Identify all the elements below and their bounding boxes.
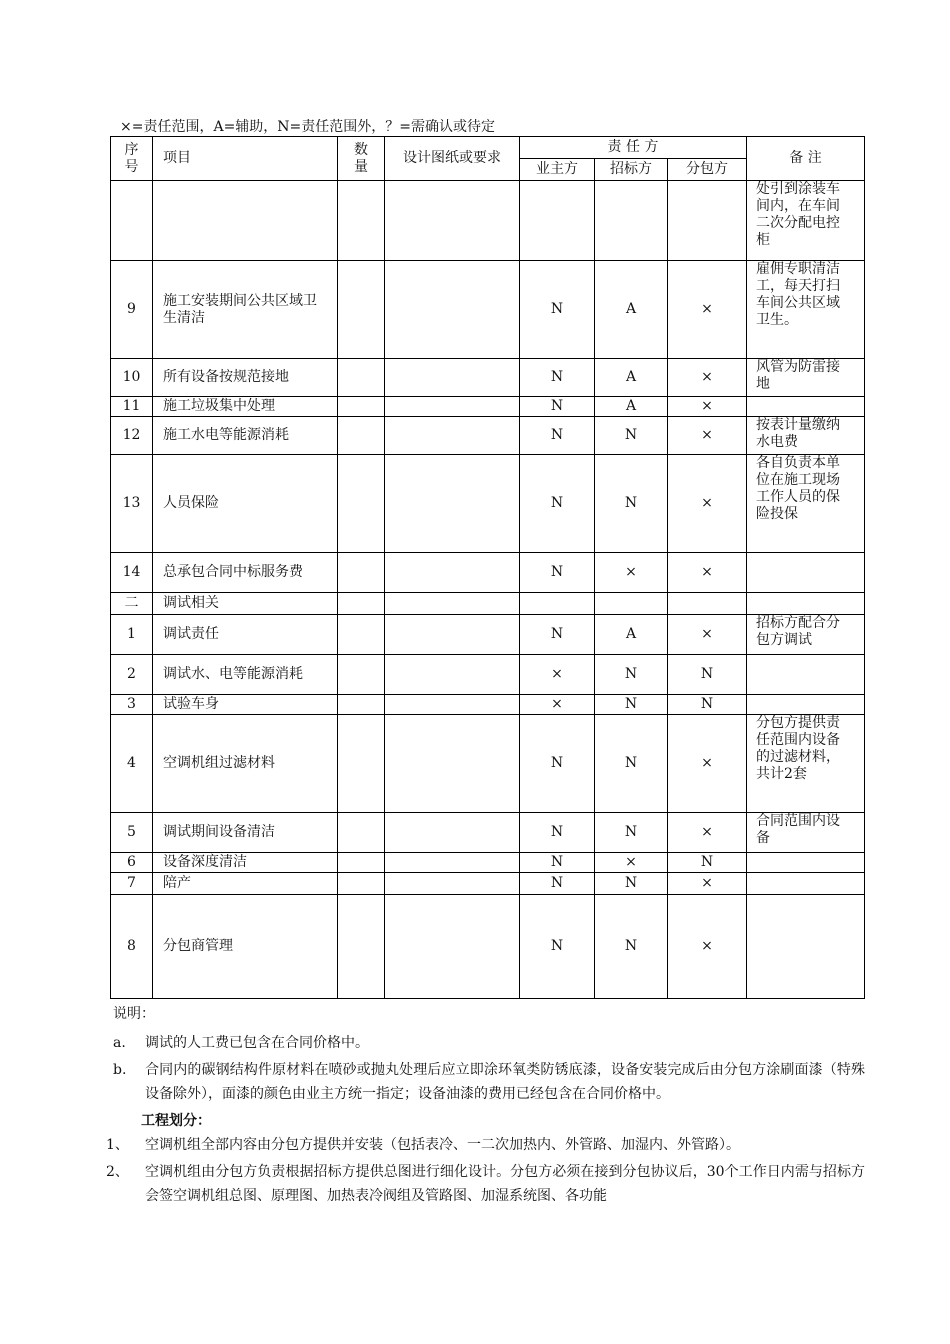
row-owner: N bbox=[520, 813, 595, 853]
table-row bbox=[111, 813, 865, 853]
table-row bbox=[111, 873, 865, 895]
row-subcontractor: × bbox=[668, 261, 747, 359]
row-number: 2 bbox=[111, 655, 153, 695]
row-qty bbox=[338, 655, 385, 695]
row-owner: N bbox=[520, 853, 595, 873]
row-number: 13 bbox=[111, 455, 153, 553]
row-bidder bbox=[595, 181, 668, 261]
row-qty bbox=[338, 417, 385, 455]
row-bidder: N bbox=[595, 695, 668, 715]
table-row bbox=[111, 417, 865, 455]
row-subcontractor: N bbox=[668, 655, 747, 695]
row-design bbox=[385, 359, 520, 397]
table-row bbox=[111, 853, 865, 873]
header-remark: 备 注 bbox=[747, 137, 865, 181]
row-subcontractor: × bbox=[668, 715, 747, 813]
row-owner: N bbox=[520, 895, 595, 999]
row-design bbox=[385, 455, 520, 553]
row-design bbox=[385, 181, 520, 261]
row-number: 5 bbox=[111, 813, 153, 853]
row-number: 14 bbox=[111, 553, 153, 593]
row-remark: 处引到涂装车间内，在车间二次分配电控柜 bbox=[747, 181, 865, 261]
row-owner bbox=[520, 593, 595, 615]
row-remark bbox=[747, 553, 865, 593]
row-remark bbox=[747, 655, 865, 695]
row-qty bbox=[338, 715, 385, 813]
row-bidder: N bbox=[595, 873, 668, 895]
table-row bbox=[111, 181, 865, 261]
note-b bbox=[113, 1058, 865, 1106]
row-qty bbox=[338, 895, 385, 999]
row-qty bbox=[338, 261, 385, 359]
row-qty bbox=[338, 455, 385, 553]
row-number: 7 bbox=[111, 873, 153, 895]
row-owner: N bbox=[520, 553, 595, 593]
section-title: 工程划分： bbox=[141, 1113, 211, 1129]
row-remark: 招标方配合分包方调试 bbox=[747, 615, 865, 655]
table-row bbox=[111, 455, 865, 553]
row-design bbox=[385, 813, 520, 853]
row-qty bbox=[338, 181, 385, 261]
clause-2-marker: 2、 bbox=[106, 1164, 129, 1180]
row-owner: × bbox=[520, 695, 595, 715]
row-remark: 各自负责本单位在施工现场工作人员的保险投保 bbox=[747, 455, 865, 553]
notes-label: 说明： bbox=[113, 1006, 155, 1022]
row-bidder: A bbox=[595, 359, 668, 397]
row-design bbox=[385, 593, 520, 615]
clause-1-text: 空调机组全部内容由分包方提供并安装（包括表冷、一二次加热内、外管路、加湿内、外管路）。 bbox=[145, 1137, 740, 1153]
row-bidder: × bbox=[595, 553, 668, 593]
row-remark bbox=[747, 873, 865, 895]
table-body bbox=[111, 181, 865, 999]
row-item: 分包商管理 bbox=[153, 895, 338, 999]
row-item: 调试期间设备清洁 bbox=[153, 813, 338, 853]
row-remark: 按表计量缴纳水电费 bbox=[747, 417, 865, 455]
row-bidder: N bbox=[595, 715, 668, 813]
clause-2-text: 空调机组由分包方负责根据招标方提供总图进行细化设计。分包方必须在接到分包协议后，30个工作日内需与招标方会签空调机组总图、原理图、加热表冷阀组及管路图、加湿系统图、各功能 bbox=[145, 1164, 865, 1204]
row-bidder: A bbox=[595, 261, 668, 359]
table-row bbox=[111, 593, 865, 615]
row-design bbox=[385, 853, 520, 873]
row-design bbox=[385, 397, 520, 417]
row-bidder: N bbox=[595, 455, 668, 553]
row-subcontractor: × bbox=[668, 895, 747, 999]
row-bidder: A bbox=[595, 615, 668, 655]
row-number: 12 bbox=[111, 417, 153, 455]
row-item: 陪产 bbox=[153, 873, 338, 895]
legend-line: ×=责任范围，A=辅助，N=责任范围外，？=需确认或待定 bbox=[120, 119, 496, 135]
row-owner: N bbox=[520, 455, 595, 553]
row-subcontractor bbox=[668, 181, 747, 261]
row-remark bbox=[747, 695, 865, 715]
row-item: 空调机组过滤材料 bbox=[153, 715, 338, 813]
table-row bbox=[111, 359, 865, 397]
table-row bbox=[111, 715, 865, 813]
clause-1 bbox=[106, 1133, 865, 1157]
table-row bbox=[111, 615, 865, 655]
header-responsible-party: 责 任 方 bbox=[520, 137, 747, 159]
row-item bbox=[153, 181, 338, 261]
row-bidder: N bbox=[595, 895, 668, 999]
header-bidder: 招标方 bbox=[595, 159, 668, 181]
table-row bbox=[111, 397, 865, 417]
row-number: 8 bbox=[111, 895, 153, 999]
row-number: 二 bbox=[111, 593, 153, 615]
row-subcontractor: × bbox=[668, 455, 747, 553]
row-remark bbox=[747, 853, 865, 873]
row-qty bbox=[338, 615, 385, 655]
row-item: 调试相关 bbox=[153, 593, 338, 615]
row-remark bbox=[747, 593, 865, 615]
row-remark bbox=[747, 895, 865, 999]
row-owner: N bbox=[520, 615, 595, 655]
row-owner: N bbox=[520, 417, 595, 455]
row-number: 1 bbox=[111, 615, 153, 655]
row-subcontractor: × bbox=[668, 397, 747, 417]
row-number bbox=[111, 181, 153, 261]
table-row bbox=[111, 695, 865, 715]
row-number: 3 bbox=[111, 695, 153, 715]
row-owner: N bbox=[520, 261, 595, 359]
row-subcontractor: N bbox=[668, 853, 747, 873]
row-qty bbox=[338, 359, 385, 397]
row-design bbox=[385, 695, 520, 715]
row-item: 人员保险 bbox=[153, 455, 338, 553]
row-subcontractor: × bbox=[668, 553, 747, 593]
row-item: 调试水、电等能源消耗 bbox=[153, 655, 338, 695]
row-remark: 雇佣专职清洁工，每天打扫车间公共区域卫生。 bbox=[747, 261, 865, 359]
note-a-text: 调试的人工费已包含在合同价格中。 bbox=[145, 1035, 369, 1051]
row-number: 4 bbox=[111, 715, 153, 813]
row-item: 施工水电等能源消耗 bbox=[153, 417, 338, 455]
table-row bbox=[111, 655, 865, 695]
row-design bbox=[385, 553, 520, 593]
note-b-text: 合同内的碳钢结构件原材料在喷砂或抛丸处理后应立即涂环氧类防锈底漆，设备安装完成后由分包方涂刷面漆（特殊设备除外），面漆的颜色由业主方统一指定；设备油漆的费用已经包含在合同价格中。 bbox=[145, 1062, 865, 1102]
row-qty bbox=[338, 397, 385, 417]
row-qty bbox=[338, 593, 385, 615]
row-subcontractor: × bbox=[668, 359, 747, 397]
table-row bbox=[111, 895, 865, 999]
row-qty bbox=[338, 553, 385, 593]
row-item: 所有设备按规范接地 bbox=[153, 359, 338, 397]
row-design bbox=[385, 873, 520, 895]
row-qty bbox=[338, 695, 385, 715]
row-owner: N bbox=[520, 873, 595, 895]
table-row bbox=[111, 553, 865, 593]
row-subcontractor: N bbox=[668, 695, 747, 715]
row-qty bbox=[338, 873, 385, 895]
row-item: 总承包合同中标服务费 bbox=[153, 553, 338, 593]
row-subcontractor: × bbox=[668, 813, 747, 853]
row-design bbox=[385, 417, 520, 455]
row-owner bbox=[520, 181, 595, 261]
clause-1-marker: 1、 bbox=[106, 1137, 129, 1153]
row-subcontractor bbox=[668, 593, 747, 615]
row-design bbox=[385, 615, 520, 655]
row-bidder: N bbox=[595, 417, 668, 455]
row-bidder: A bbox=[595, 397, 668, 417]
row-bidder: N bbox=[595, 655, 668, 695]
row-remark: 分包方提供责任范围内设备的过滤材料，共计2套 bbox=[747, 715, 865, 813]
row-subcontractor: × bbox=[668, 615, 747, 655]
header-item: 项目 bbox=[153, 137, 338, 181]
row-item: 调试责任 bbox=[153, 615, 338, 655]
row-remark: 风管为防雷接地 bbox=[747, 359, 865, 397]
clause-2 bbox=[106, 1160, 865, 1208]
row-owner: N bbox=[520, 715, 595, 813]
row-bidder: N bbox=[595, 813, 668, 853]
header-owner: 业主方 bbox=[520, 159, 595, 181]
row-bidder: × bbox=[595, 853, 668, 873]
note-a-marker: a. bbox=[113, 1035, 126, 1051]
header-design: 设计图纸或要求 bbox=[385, 137, 520, 181]
row-design bbox=[385, 895, 520, 999]
row-number: 10 bbox=[111, 359, 153, 397]
header-subcontractor: 分包方 bbox=[668, 159, 747, 181]
row-number: 11 bbox=[111, 397, 153, 417]
header-no: 序号 bbox=[111, 137, 153, 181]
row-qty bbox=[338, 853, 385, 873]
row-owner: N bbox=[520, 397, 595, 417]
row-design bbox=[385, 261, 520, 359]
notes-section bbox=[106, 1002, 865, 1211]
row-subcontractor: × bbox=[668, 417, 747, 455]
row-qty bbox=[338, 813, 385, 853]
row-design bbox=[385, 655, 520, 695]
responsibility-table bbox=[110, 136, 865, 999]
row-number: 9 bbox=[111, 261, 153, 359]
row-subcontractor: × bbox=[668, 873, 747, 895]
row-item: 试验车身 bbox=[153, 695, 338, 715]
row-item: 施工垃圾集中处理 bbox=[153, 397, 338, 417]
row-remark: 合同范围内设备 bbox=[747, 813, 865, 853]
row-remark bbox=[747, 397, 865, 417]
row-design bbox=[385, 715, 520, 813]
note-a bbox=[113, 1031, 865, 1055]
table-row bbox=[111, 261, 865, 359]
header-qty: 数量 bbox=[338, 137, 385, 181]
row-item: 施工安装期间公共区域卫生清洁 bbox=[153, 261, 338, 359]
row-number: 6 bbox=[111, 853, 153, 873]
row-owner: × bbox=[520, 655, 595, 695]
note-b-marker: b. bbox=[113, 1062, 127, 1078]
row-item: 设备深度清洁 bbox=[153, 853, 338, 873]
row-owner: N bbox=[520, 359, 595, 397]
row-bidder bbox=[595, 593, 668, 615]
